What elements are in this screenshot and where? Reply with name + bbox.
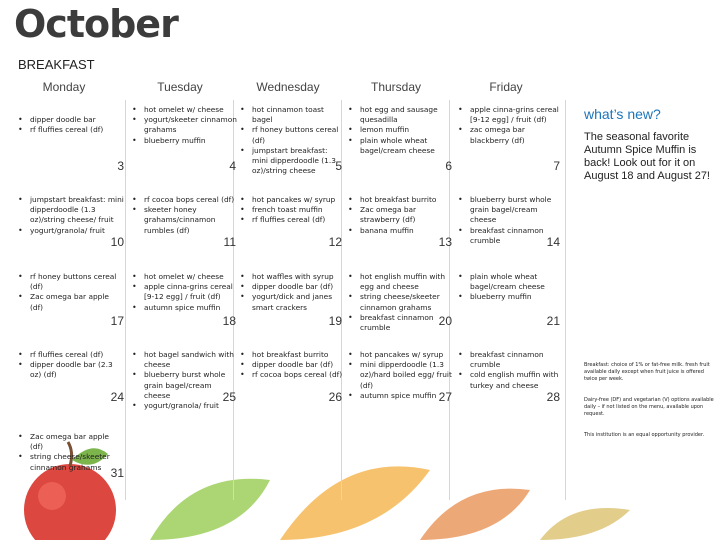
menu-item: • breakfast cinnamon crumble [360, 313, 452, 333]
day-cell-26 [238, 350, 344, 408]
day-cell-24 [16, 350, 124, 408]
date-number: 19 [328, 314, 342, 328]
menu-item: • hot omelet w/ cheese [144, 272, 238, 282]
date-number: 31 [110, 466, 124, 480]
date-number: 28 [546, 390, 560, 404]
date-number: 14 [546, 235, 560, 249]
day-cell-12 [238, 195, 344, 253]
menu-item: • yogurt/granola/ fruit [30, 226, 124, 236]
date-number: 7 [553, 159, 560, 173]
menu-item: • blueberry muffin [144, 136, 238, 146]
day-cell-25 [130, 350, 238, 414]
menu-item: • mini dipperdoodle (1.3 oz)/hard boiled egg/ fruit (df) [360, 360, 452, 391]
day-cell-5 [238, 105, 344, 177]
menu-item: • rf fluffies cereal (df) [252, 215, 344, 225]
day-cell-20 [346, 272, 452, 336]
menu-item: • cold english muffin with turkey and cheese [470, 370, 560, 390]
date-number: 6 [445, 159, 452, 173]
day-cell-10 [16, 195, 124, 253]
menu-item: • hot breakfast burrito [252, 350, 344, 360]
date-number: 5 [335, 159, 342, 173]
date-number: 13 [438, 235, 452, 249]
day-cell-11 [130, 195, 238, 253]
menu-item: • hot omelet w/ cheese [144, 105, 238, 115]
day-cell-21 [456, 272, 560, 332]
menu-item: • blueberry muffin [470, 292, 560, 302]
menu-item: • apple cinna-grins cereal [9-12 egg] / fruit (df) [144, 282, 238, 302]
menu-item: • dipper doodle bar (2.3 oz) (df) [30, 360, 124, 380]
menu-item: • Zac omega bar strawberry (df) [360, 205, 452, 225]
menu-item: • hot english muffin with egg and cheese [360, 272, 452, 292]
date-number: 21 [546, 314, 560, 328]
whats-new-heading: what’s new? [584, 106, 661, 122]
day-cell-13 [346, 195, 452, 253]
day-cell-3 [16, 115, 124, 173]
day-cell-28 [456, 350, 560, 408]
menu-item: • string cheese/skeeter cinnamon grahams [360, 292, 452, 312]
date-number: 25 [222, 390, 236, 404]
menu-item: • apple cinna-grins cereal [9-12 egg] / fruit (df) [470, 105, 560, 125]
page-title: October [14, 2, 178, 46]
menu-item: • Zac omega bar apple (df) [30, 292, 124, 312]
menu-item: • rf honey buttons cereal (df) [252, 125, 344, 145]
equal-opportunity-note: This institution is an equal opportunity provider. [584, 432, 705, 438]
dairy-free-note: Dairy-free (DF) and vegetarian (V) options available daily – if not listed on the menu, available upon request. [584, 397, 714, 417]
date-number: 20 [438, 314, 452, 328]
menu-item: • hot waffles with syrup [252, 272, 344, 282]
menu-item: • dipper doodle bar (df) [252, 282, 344, 292]
menu-item: • hot breakfast burrito [360, 195, 452, 205]
date-number: 18 [222, 314, 236, 328]
column-divider [565, 100, 566, 500]
leaf-illustration [150, 479, 270, 540]
day-cell-27 [346, 350, 452, 408]
menu-item: • rf fluffies cereal (df) [30, 125, 124, 135]
menu-item: • plain whole wheat bagel/cream cheese [360, 136, 452, 156]
menu-item: • banana muffin [360, 226, 452, 236]
day-cell-19 [238, 272, 344, 332]
menu-item: • autumn spice muffin [360, 391, 452, 401]
menu-item: • hot egg and sausage quesadilla [360, 105, 452, 125]
day-cell-6 [346, 105, 452, 173]
menu-item: • autumn spice muffin [144, 303, 238, 313]
menu-item: • rf cocoa bops cereal (df) [144, 195, 238, 205]
date-number: 27 [438, 390, 452, 404]
menu-item: • jumpstart breakfast: mini dipperdoodle (1.3 oz)/string cheese/ fruit [30, 195, 124, 226]
menu-item: • lemon muffin [360, 125, 452, 135]
day-header-wednesday: Wednesday [256, 80, 320, 94]
menu-item: • Zac omega bar apple (df) [30, 432, 124, 452]
day-header-monday: Monday [42, 80, 86, 94]
menu-item: • blueberry burst whole grain bagel/cream cheese [470, 195, 560, 226]
date-number: 12 [328, 235, 342, 249]
menu-item: • yogurt/skeeter cinnamon grahams [144, 115, 238, 135]
menu-item: • breakfast cinnamon crumble [470, 226, 560, 246]
day-cell-7 [456, 105, 560, 175]
milk-note: Breakfast: choice of 1% or fat-free milk. fresh fruit available daily except when fruit juice is offered twice per week. [584, 362, 710, 382]
menu-item: • skeeter honey grahams/cinnamon rumbles (df) [144, 205, 238, 236]
menu-item: • plain whole wheat bagel/cream cheese [470, 272, 560, 292]
menu-item: • jumpstart breakfast: mini dipperdoodle (1.3 oz)/string cheese [252, 146, 344, 177]
date-number: 17 [110, 314, 124, 328]
menu-item: • string cheese/skeeter cinnamon grahams [30, 452, 124, 472]
day-cell-18 [130, 272, 238, 332]
column-divider [125, 100, 126, 500]
menu-item: • french toast muffin [252, 205, 344, 215]
day-cell-14 [456, 195, 560, 253]
menu-item: • dipper doodle bar [30, 115, 124, 125]
date-number: 11 [223, 235, 236, 249]
date-number: 10 [110, 235, 124, 249]
menu-item: • blueberry burst whole grain bagel/cream cheese [144, 370, 238, 401]
day-cell-4 [130, 105, 238, 173]
day-cell-31 [16, 432, 124, 484]
date-number: 26 [328, 390, 342, 404]
menu-item: • dipper doodle bar (df) [252, 360, 344, 370]
day-header-tuesday: Tuesday [157, 80, 203, 94]
menu-item: • rf honey buttons cereal (df) [30, 272, 124, 292]
meal-subtitle: BREAKFAST [18, 57, 95, 72]
day-cell-17 [16, 272, 124, 332]
menu-item: • yogurt/dick and janes smart crackers [252, 292, 344, 312]
menu-item: • yogurt/granola/ fruit [144, 401, 238, 411]
menu-item: • hot pancakes w/ syrup [252, 195, 344, 205]
day-header-friday: Friday [489, 80, 523, 94]
date-number: 24 [110, 390, 124, 404]
whats-new-text: The seasonal favorite Autumn Spice Muffin is back! Look out for it on August 18 and August 27! [584, 131, 710, 182]
menu-item: • breakfast cinnamon crumble [470, 350, 560, 370]
menu-item: • rf cocoa bops cereal (df) [252, 370, 344, 380]
menu-item: • hot cinnamon toast bagel [252, 105, 344, 125]
day-header-thursday: Thursday [370, 80, 422, 94]
menu-item: • rf fluffies cereal (df) [30, 350, 124, 360]
menu-item: • hot bagel sandwich with cheese [144, 350, 238, 370]
date-number: 3 [117, 159, 124, 173]
menu-item: • zac omega bar blackberry (df) [470, 125, 560, 145]
date-number: 4 [229, 159, 236, 173]
menu-item: • hot pancakes w/ syrup [360, 350, 452, 360]
